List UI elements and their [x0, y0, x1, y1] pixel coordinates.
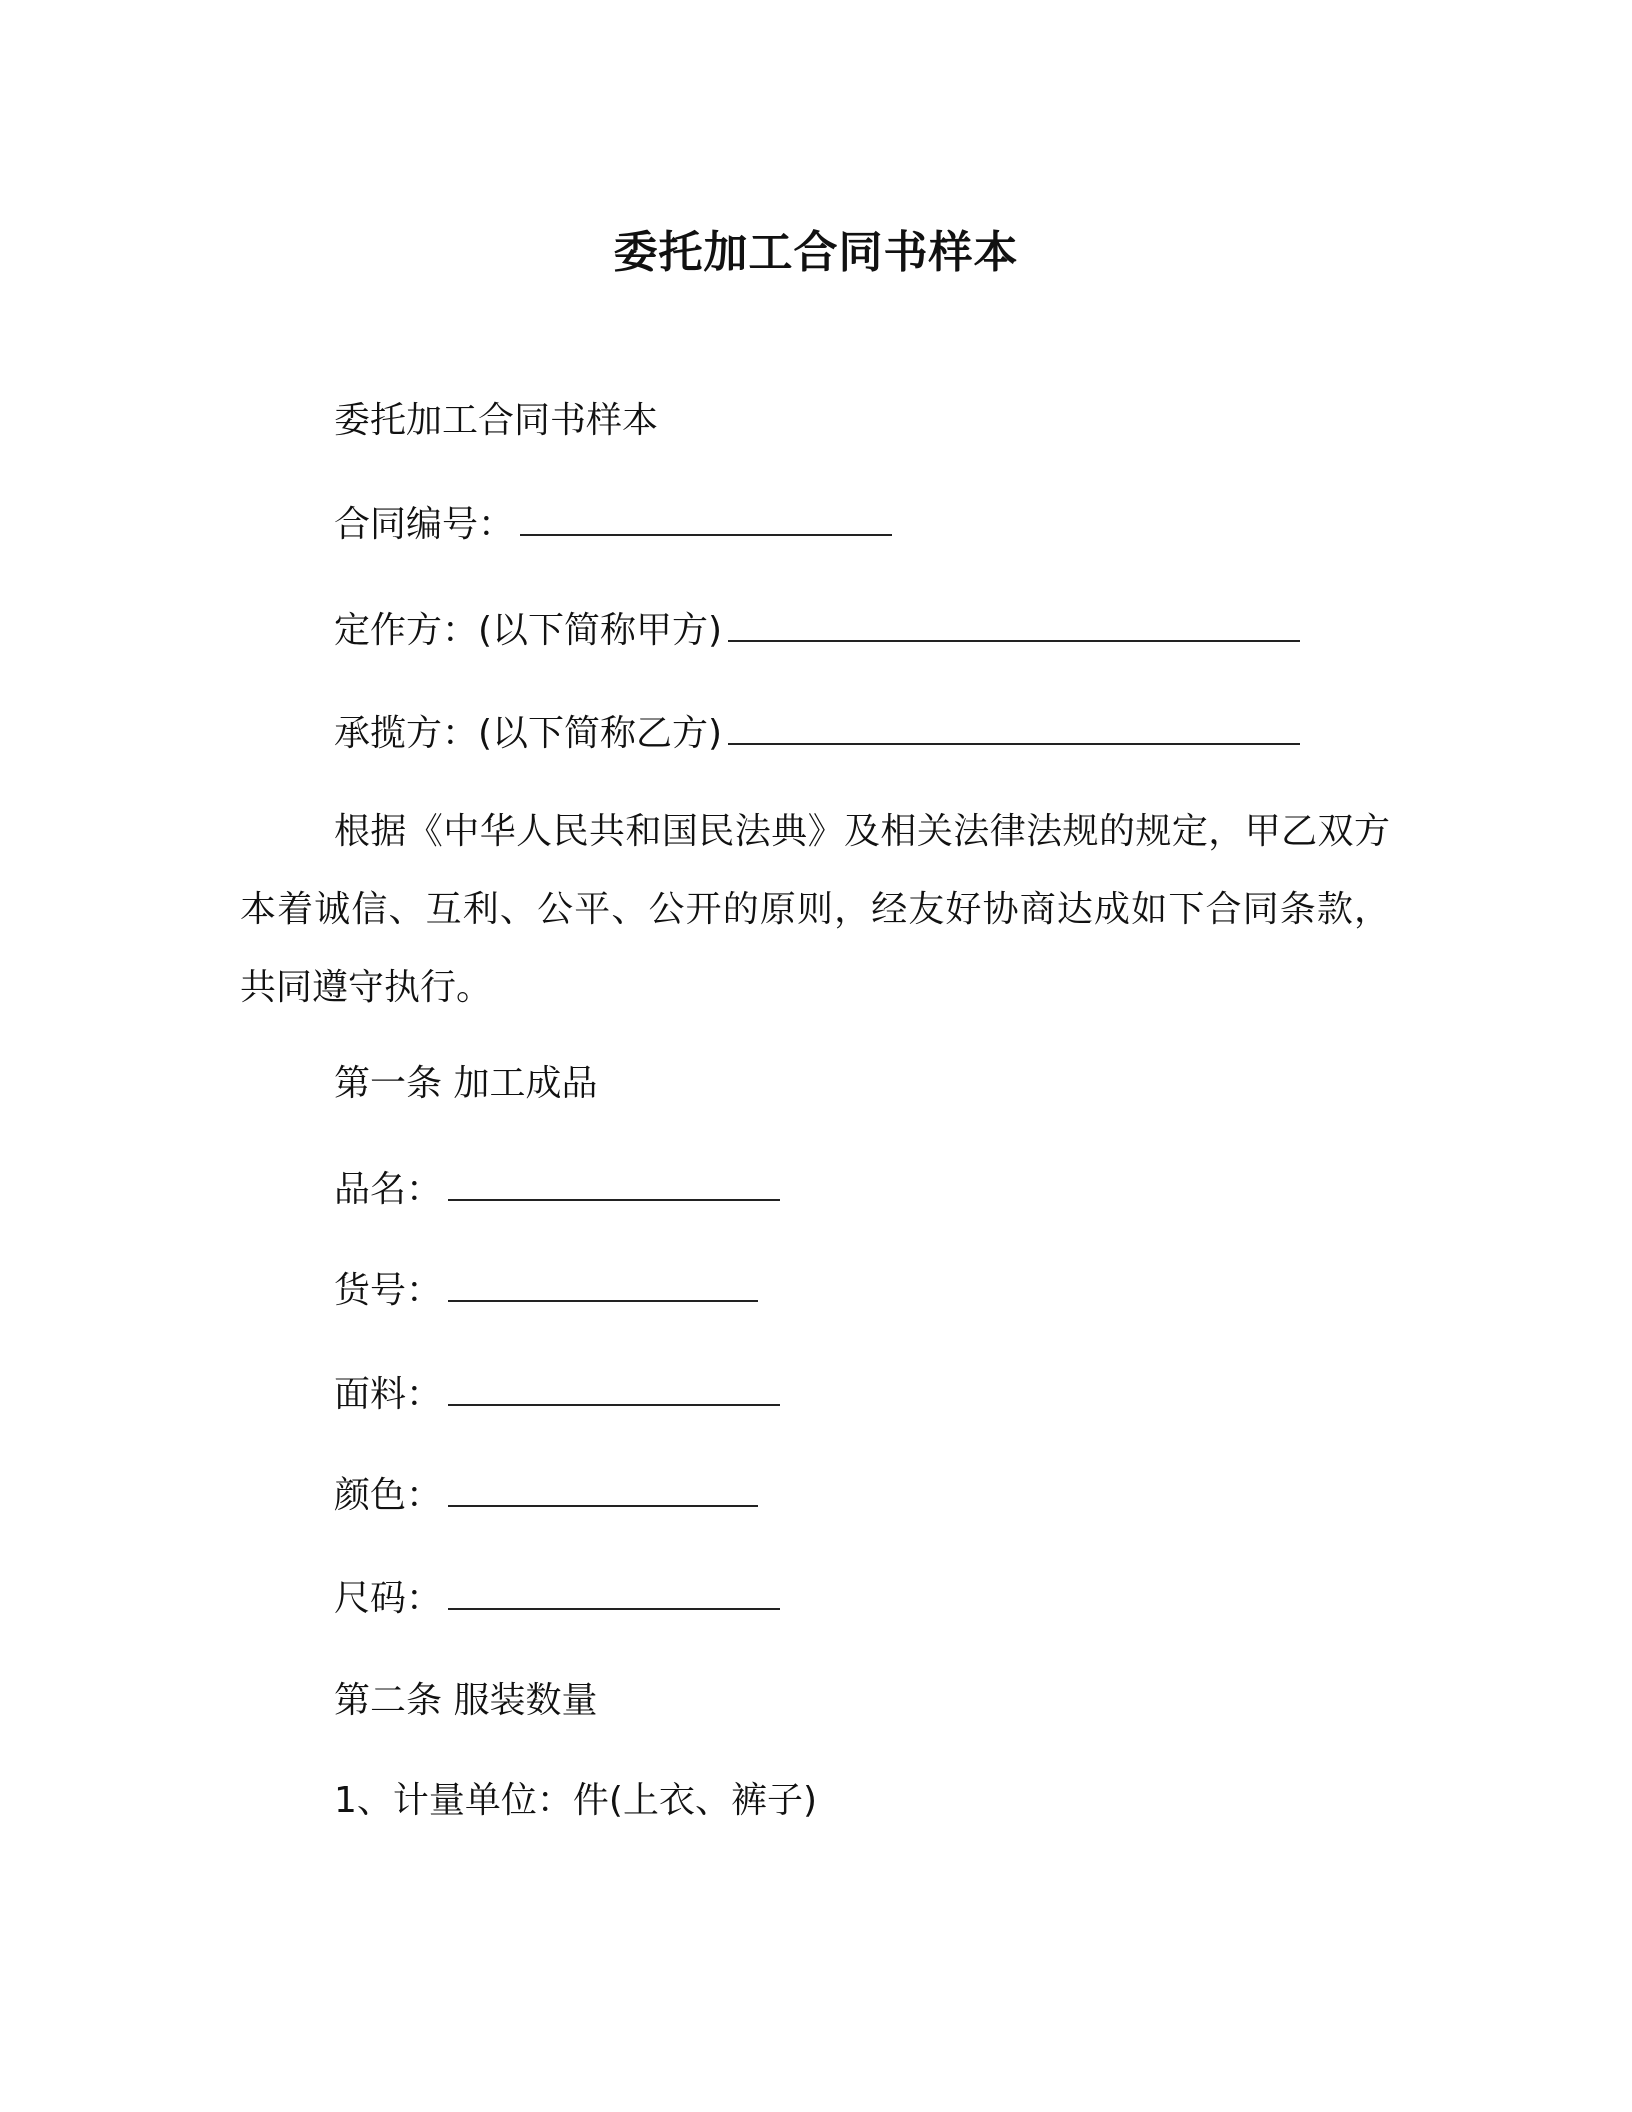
fabric-label: 面料：: [334, 1374, 443, 1415]
measurement-unit-line: 1、计量单位：件(上衣、裤子): [334, 1780, 817, 1821]
color-blank: [448, 1469, 758, 1507]
party-b-label: 承揽方：(以下简称乙方): [334, 713, 723, 754]
party-a-label: 定作方：(以下简称甲方): [334, 610, 723, 651]
fabric-line: [334, 1368, 780, 1420]
party-b-blank: [728, 707, 1300, 745]
document-subtitle: 委托加工合同书样本: [334, 400, 659, 441]
contract-number-line: [334, 498, 892, 550]
party-a-blank: [728, 604, 1300, 642]
preamble-paragraph: 根据《中华人民共和国民法典》及相关法律法规的规定，甲乙双方本着诚信、互利、公平、公开的原则，经友好协商达成如下合同条款，共同遵守执行。: [240, 811, 1390, 1008]
item-number-line: [334, 1264, 758, 1316]
item-number-blank: [448, 1264, 758, 1302]
size-label: 尺码：: [334, 1578, 443, 1619]
size-blank: [448, 1572, 780, 1610]
product-name-label: 品名：: [334, 1169, 443, 1210]
party-b-line: [334, 707, 1300, 759]
fabric-blank: [448, 1368, 780, 1406]
size-line: [334, 1572, 780, 1624]
product-name-line: [334, 1163, 780, 1215]
contract-number-blank: [520, 498, 892, 536]
article2-heading: 第二条 服装数量: [334, 1680, 598, 1721]
item-number-label: 货号：: [334, 1270, 443, 1311]
contract-number-label: 合同编号：: [334, 504, 515, 545]
party-a-line: [334, 604, 1300, 656]
color-label: 颜色：: [334, 1475, 443, 1516]
color-line: [334, 1469, 758, 1521]
article1-heading: 第一条 加工成品: [334, 1063, 598, 1104]
document-title: 委托加工合同书样本: [613, 227, 1019, 278]
product-name-blank: [448, 1163, 780, 1201]
